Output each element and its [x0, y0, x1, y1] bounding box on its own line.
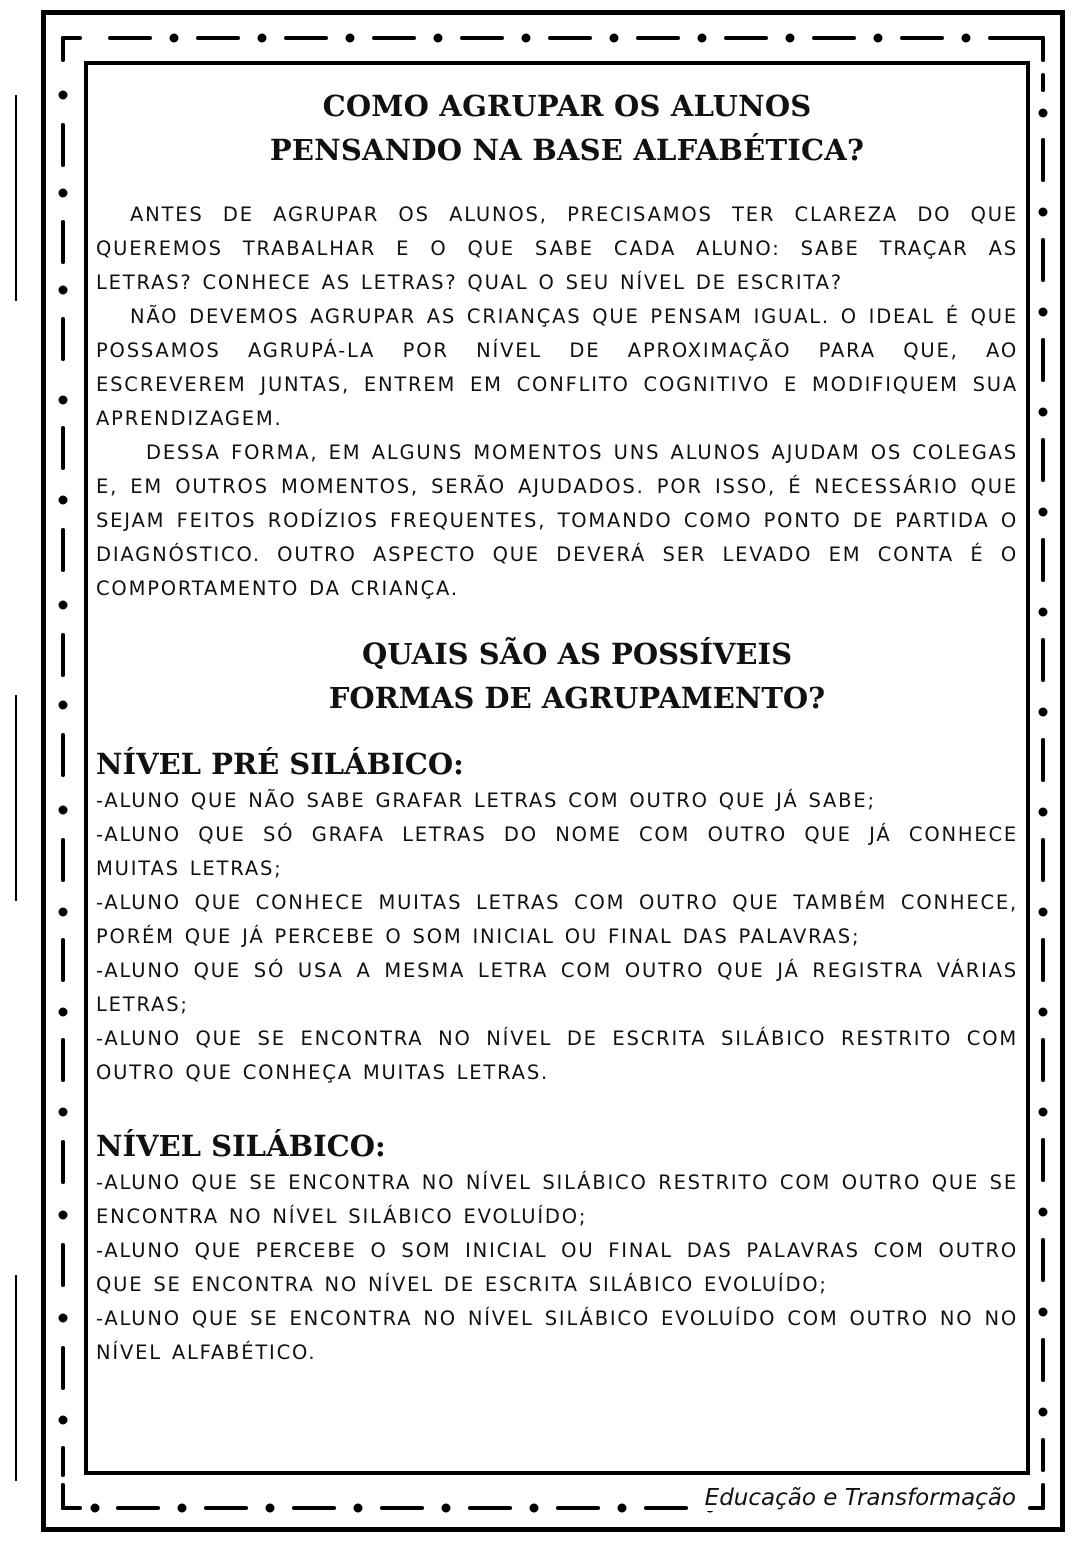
section-title-line-2: FORMAS DE AGRUPAMENTO? — [328, 681, 826, 715]
footer-brand: Educação e Transformação — [699, 1485, 1022, 1511]
list-item: -ALUNO QUE NÃO SABE GRAFAR LETRAS COM OUTRO QUE JÁ SABE; — [96, 789, 876, 812]
document-content — [96, 84, 1018, 1370]
list-item: -ALUNO QUE SE ENCONTRA NO NÍVEL SILÁBICO EVOLUÍDO COM OUTRO NO NO NÍVEL ALFABÉTICO. — [96, 1307, 1018, 1364]
list-item: -ALUNO QUE SÓ USA A MESMA LETRA COM OUTRO QUE JÁ REGISTRA VÁRIAS LETRAS; — [96, 959, 1018, 1016]
list-item: -ALUNO QUE SÓ GRAFA LETRAS DO NOME COM OUTRO QUE JÁ CONHECE MUITAS LETRAS; — [96, 823, 1018, 880]
intro-paragraph-1: ANTES DE AGRUPAR OS ALUNOS, PRECISAMOS TER CLAREZA DO QUE QUEREMOS TRABALHAR E O QUE SABE CADA ALUNO: SABE TRAÇAR AS LETRAS? CONHECE AS LETRAS? QUAL O SEU NÍVEL DE ESCRITA? — [96, 203, 1018, 294]
section-heading-silabico: NÍVEL SILÁBICO: — [96, 1129, 386, 1163]
list-pre-silabico — [96, 784, 1018, 1090]
page-title-line-1: COMO AGRUPAR OS ALUNOS — [322, 89, 812, 123]
list-silabico — [96, 1166, 1018, 1370]
section-title — [96, 632, 1018, 720]
section-title-line-1: QUAIS SÃO AS POSSÍVEIS — [361, 637, 793, 671]
list-item: -ALUNO QUE CONHECE MUITAS LETRAS COM OUTRO QUE TAMBÉM CONHECE, PORÉM QUE JÁ PERCEBE O SOM INICIAL OU FINAL DAS PALAVRAS; — [96, 891, 1018, 948]
list-item: -ALUNO QUE SE ENCONTRA NO NÍVEL DE ESCRITA SILÁBICO RESTRITO COM OUTRO QUE CONHEÇA MUITAS LETRAS. — [96, 1027, 1018, 1084]
section-pre-silabico — [96, 744, 1018, 1090]
list-item: -ALUNO QUE PERCEBE O SOM INICIAL OU FINAL DAS PALAVRAS COM OUTRO QUE SE ENCONTRA NO NÍVEL DE ESCRITA SILÁBICO EVOLUÍDO; — [96, 1239, 1018, 1296]
intro-paragraph-2: NÃO DEVEMOS AGRUPAR AS CRIANÇAS QUE PENSAM IGUAL. O IDEAL É QUE POSSAMOS AGRUPÁ-LA POR NÍVEL DE APROXIMAÇÃO PARA QUE, AO ESCREVEREM JUNTAS, ENTREM EM CONFLITO COGNITIVO E MODIFIQUEM SUA APRENDIZAGEM. — [96, 305, 1018, 430]
page-title-line-2: PENSANDO NA BASE ALFABÉTICA? — [269, 133, 865, 167]
section-heading-pre-silabico: NÍVEL PRÉ SILÁBICO: — [96, 747, 464, 781]
intro-paragraph-3: DESSA FORMA, EM ALGUNS MOMENTOS UNS ALUNOS AJUDAM OS COLEGAS E, EM OUTROS MOMENTOS, SERÃO AJUDADOS. POR ISSO, É NECESSÁRIO QUE SEJAM FEITOS RODÍZIOS FREQUENTES, TOMANDO COMO PONTO DE PARTIDA O DIAGNÓSTICO. OUTRO ASPECTO QUE DEVERÁ SER LEVADO EM CONTA É O COMPORTAMENTO DA CRIANÇA. — [96, 441, 1018, 600]
intro-text — [96, 198, 1018, 606]
list-item: -ALUNO QUE SE ENCONTRA NO NÍVEL SILÁBICO RESTRITO COM OUTRO QUE SE ENCONTRA NO NÍVEL SILÁBICO EVOLUÍDO; — [96, 1171, 1018, 1228]
section-silabico — [96, 1126, 1018, 1370]
page-title — [96, 84, 1018, 172]
